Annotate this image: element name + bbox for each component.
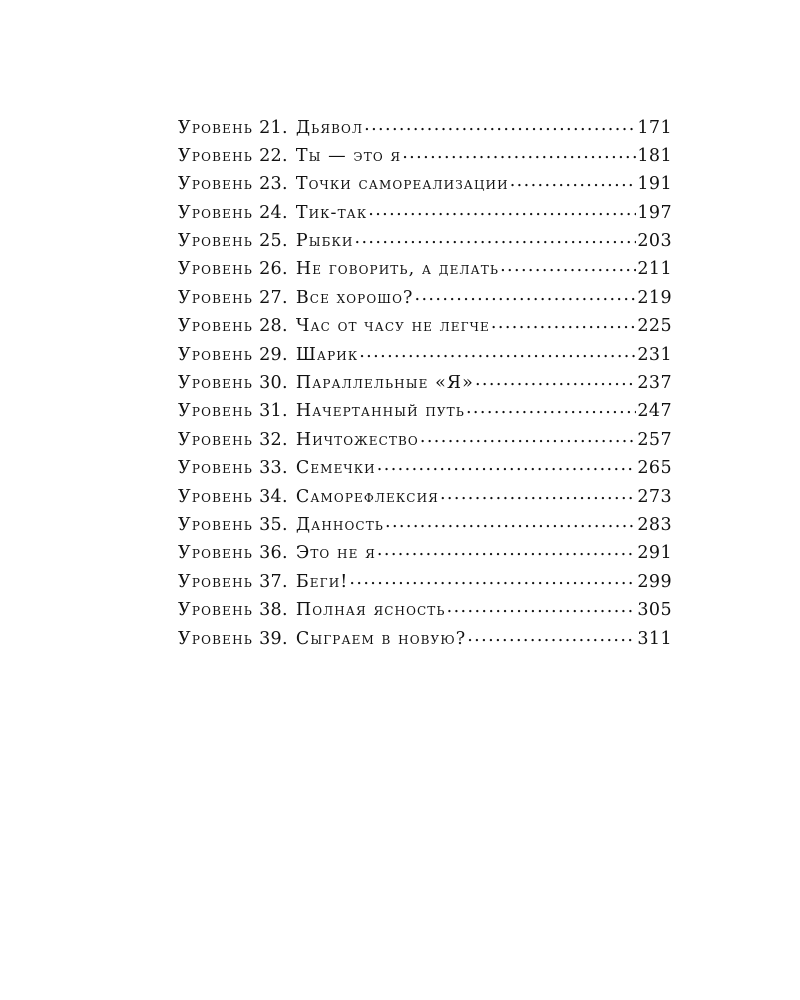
toc-dot-leader — [467, 626, 636, 644]
toc-level-word: Уровень — [178, 571, 254, 592]
toc-entry[interactable] — [178, 512, 672, 540]
toc-title: Это не я — [295, 543, 376, 564]
toc-level-word: Уровень — [178, 429, 254, 450]
toc-page-number: 291 — [637, 543, 672, 564]
toc-title: Тик-так — [295, 202, 368, 223]
toc-entry[interactable] — [178, 172, 672, 200]
toc-entry[interactable] — [178, 456, 672, 484]
toc-entry[interactable] — [178, 115, 672, 143]
toc-page-number: 299 — [637, 571, 672, 592]
toc-page-number: 181 — [637, 145, 672, 166]
toc-level-number: 27. — [259, 287, 288, 308]
toc-page-number: 225 — [637, 316, 672, 337]
toc-level-number: 24. — [259, 202, 288, 223]
toc-level-number: 25. — [259, 231, 288, 252]
toc-title: Рыбки — [295, 231, 354, 252]
toc-page-number: 211 — [637, 259, 672, 280]
toc-level-word: Уровень — [178, 628, 254, 649]
toc-dot-leader — [377, 456, 637, 474]
toc-level-word: Уровень — [178, 401, 254, 422]
toc-entry[interactable] — [178, 257, 672, 285]
toc-title: Точки самореализации — [295, 174, 509, 195]
toc-level-word: Уровень — [178, 202, 254, 223]
toc-level-word: Уровень — [178, 117, 254, 138]
toc-title: Параллельные «Я» — [295, 373, 474, 394]
toc-entry[interactable] — [178, 314, 672, 342]
toc-entry[interactable] — [178, 399, 672, 427]
toc-level-number: 32. — [259, 429, 288, 450]
toc-title: Шарик — [295, 344, 359, 365]
toc-level-word: Уровень — [178, 231, 254, 252]
table-of-contents — [178, 115, 672, 654]
toc-entry[interactable] — [178, 285, 672, 313]
toc-level-number: 30. — [259, 373, 288, 394]
toc-level-number: 28. — [259, 316, 288, 337]
toc-level-number: 22. — [259, 145, 288, 166]
toc-entry[interactable] — [178, 569, 672, 597]
toc-entry[interactable] — [178, 598, 672, 626]
toc-page-number: 265 — [637, 458, 672, 479]
toc-page-number: 273 — [637, 486, 672, 507]
toc-dot-leader — [402, 143, 636, 161]
toc-level-number: 33. — [259, 458, 288, 479]
toc-dot-leader — [364, 115, 636, 133]
toc-page-number: 283 — [637, 514, 672, 535]
toc-level-word: Уровень — [178, 145, 254, 166]
toc-level-number: 36. — [259, 543, 288, 564]
toc-entry[interactable] — [178, 143, 672, 171]
toc-entry[interactable] — [178, 342, 672, 370]
toc-page-number: 237 — [637, 373, 672, 394]
toc-level-number: 23. — [259, 174, 288, 195]
toc-dot-leader — [420, 427, 637, 445]
toc-dot-leader — [475, 371, 636, 389]
toc-entry[interactable] — [178, 229, 672, 257]
toc-dot-leader — [359, 342, 636, 360]
toc-dot-leader — [354, 229, 636, 247]
toc-page-number: 219 — [637, 287, 672, 308]
toc-entry[interactable] — [178, 200, 672, 228]
toc-page-number: 305 — [637, 600, 672, 621]
toc-level-number: 21. — [259, 117, 288, 138]
toc-level-word: Уровень — [178, 174, 254, 195]
toc-level-number: 37. — [259, 571, 288, 592]
toc-dot-leader — [500, 257, 636, 275]
toc-title: Беги! — [295, 571, 349, 592]
toc-title: Не говорить, а делать — [295, 259, 500, 280]
toc-level-word: Уровень — [178, 373, 254, 394]
toc-entry[interactable] — [178, 541, 672, 569]
toc-dot-leader — [510, 172, 637, 190]
toc-title: Ничтожество — [295, 429, 419, 450]
toc-level-word: Уровень — [178, 514, 254, 535]
toc-dot-leader — [466, 399, 636, 417]
toc-dot-leader — [491, 314, 636, 332]
toc-level-word: Уровень — [178, 543, 254, 564]
toc-title: Полная ясность — [295, 600, 446, 621]
toc-level-word: Уровень — [178, 600, 254, 621]
toc-level-word: Уровень — [178, 316, 254, 337]
toc-title: Ты — это я — [295, 145, 402, 166]
toc-dot-leader — [415, 285, 637, 303]
toc-level-number: 35. — [259, 514, 288, 535]
toc-dot-leader — [377, 541, 636, 559]
toc-title: Все хорошо? — [295, 287, 414, 308]
toc-dot-leader — [385, 512, 636, 530]
toc-page-number: 203 — [637, 231, 672, 252]
toc-level-number: 29. — [259, 344, 288, 365]
toc-dot-leader — [349, 569, 636, 587]
toc-title: Саморефлексия — [295, 486, 439, 507]
toc-page-number: 247 — [637, 401, 672, 422]
toc-dot-leader — [368, 200, 636, 218]
toc-page-number: 197 — [637, 202, 672, 223]
toc-level-number: 34. — [259, 486, 288, 507]
toc-level-number: 26. — [259, 259, 288, 280]
toc-level-word: Уровень — [178, 287, 254, 308]
toc-page-number: 231 — [637, 344, 672, 365]
toc-title: Дьявол — [295, 117, 364, 138]
toc-page-number: 191 — [637, 174, 672, 195]
toc-entry[interactable] — [178, 626, 672, 654]
toc-title: Сыграем в новую? — [295, 628, 467, 649]
toc-title: Данность — [295, 514, 384, 535]
toc-level-number: 31. — [259, 401, 288, 422]
toc-entry[interactable] — [178, 371, 672, 399]
toc-entry[interactable] — [178, 427, 672, 455]
toc-level-word: Уровень — [178, 486, 254, 507]
toc-entry[interactable] — [178, 484, 672, 512]
toc-title: Семечки — [295, 458, 376, 479]
toc-level-word: Уровень — [178, 344, 254, 365]
toc-page-number: 311 — [637, 628, 672, 649]
toc-level-word: Уровень — [178, 458, 254, 479]
toc-level-word: Уровень — [178, 259, 254, 280]
toc-dot-leader — [440, 484, 636, 502]
toc-level-number: 39. — [259, 628, 288, 649]
toc-page-number: 171 — [637, 117, 672, 138]
toc-level-number: 38. — [259, 600, 288, 621]
toc-title: Час от часу не легче — [295, 316, 490, 337]
toc-page-number: 257 — [637, 429, 672, 450]
toc-title: Начертанный путь — [295, 401, 465, 422]
toc-dot-leader — [447, 598, 637, 616]
